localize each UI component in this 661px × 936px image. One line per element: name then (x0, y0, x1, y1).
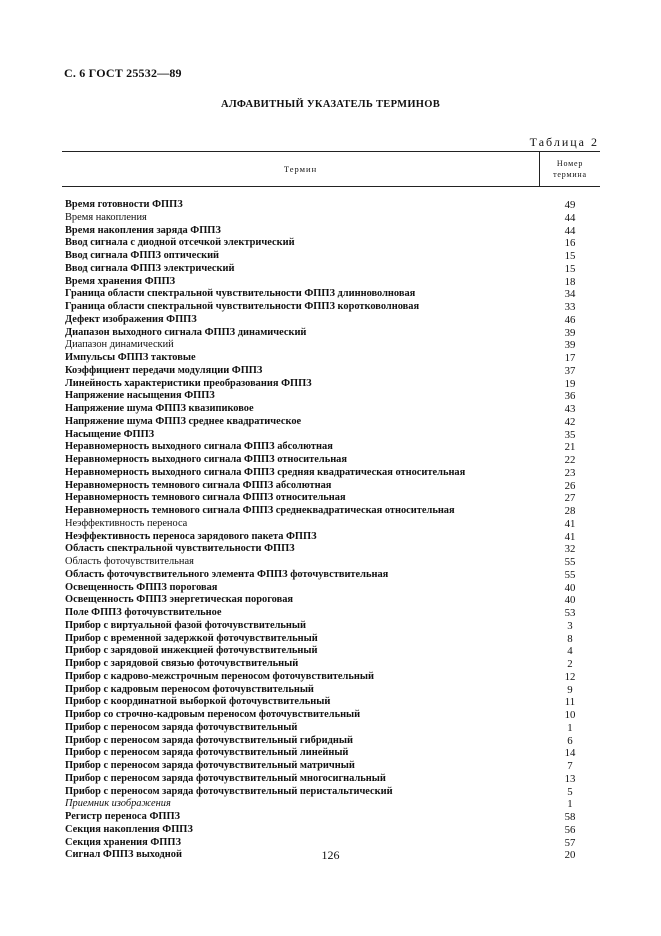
term-number: 8 (567, 632, 573, 645)
table-row (62, 416, 600, 429)
table-row (62, 645, 600, 658)
term-text: Диапазон динамический (65, 339, 174, 351)
term-number: 33 (564, 301, 576, 313)
term-text: Область фоточувствительного элемента ФППЗ фоточувствительная (65, 568, 389, 580)
term-number: 13 (564, 772, 576, 785)
term-number: 16 (564, 237, 576, 250)
term-number: 41 (564, 517, 576, 530)
term-text: Секция хранения ФППЗ (65, 836, 181, 848)
term-number: 44 (564, 224, 576, 237)
term-number: 12 (564, 670, 576, 683)
term-text: Время готовности ФППЗ (65, 199, 183, 210)
term-text: Область спектральной чувствительности ФППЗ (65, 543, 295, 555)
term-text: Граница области спектральной чувствительности ФППЗ коротковолновая (65, 301, 420, 312)
table-row (62, 378, 600, 391)
term-number: 6 (567, 734, 573, 747)
table-row (62, 671, 600, 684)
term-text: Прибор с кадровым переносом фоточувствительный (65, 683, 314, 695)
term-number: 55 (564, 568, 576, 581)
table-row (62, 543, 600, 556)
term-text: Время хранения ФППЗ (65, 275, 176, 287)
term-number: 10 (564, 709, 576, 721)
table-row (62, 225, 600, 238)
term-text: Прибор с переносом заряда фоточувствительный (65, 721, 298, 733)
table-row (62, 760, 600, 773)
table-row (62, 786, 600, 799)
term-number: 5 (567, 785, 573, 798)
term-text: Насыщение ФППЗ (65, 428, 155, 440)
term-number: 9 (567, 683, 573, 696)
term-text: Неэффективность переноса (65, 517, 188, 529)
term-number: 1 (567, 721, 573, 734)
term-number: 40 (564, 581, 576, 594)
term-text: Коэффициент передачи модуляции ФППЗ (65, 364, 263, 376)
term-text: Неравномерность темнового сигнала ФППЗ абсолютная (65, 479, 332, 491)
term-text: Прибор с переносом заряда фоточувствительный перистальтический (65, 785, 393, 797)
term-number: 32 (564, 543, 576, 556)
table-row (62, 276, 600, 289)
term-number: 42 (564, 415, 576, 428)
term-number: 4 (567, 645, 573, 658)
term-text: Неравномерность выходного сигнала ФППЗ средняя квадратическая относительная (65, 466, 466, 478)
table-row (62, 339, 600, 352)
term-number: 15 (564, 250, 576, 262)
table-row (62, 582, 600, 595)
table-row (62, 441, 600, 454)
table-row (62, 301, 600, 314)
term-text: Приемник изображения (65, 798, 171, 810)
term-text: Неэффективность переноса зарядового пакета ФППЗ (65, 530, 317, 542)
term-text: Прибор со строчно-кадровым переносом фоточувствительный (65, 709, 361, 720)
term-text: Ввод сигнала с диодной отсечкой электрический (65, 237, 295, 249)
term-number: 7 (567, 760, 573, 772)
table-header (62, 151, 600, 187)
term-text: Прибор с зарядовой связью фоточувствительный (65, 658, 299, 669)
term-text: Импульсы ФППЗ тактовые (65, 352, 196, 363)
table-row (62, 199, 600, 212)
table-row (62, 531, 600, 544)
table-row (62, 620, 600, 633)
term-number: 23 (564, 466, 576, 479)
term-text: Линейность характеристики преобразования ФППЗ (65, 377, 312, 389)
term-number: 53 (564, 607, 576, 619)
term-number: 43 (564, 403, 576, 415)
term-text: Время накопления заряда ФППЗ (65, 224, 221, 236)
term-number: 17 (564, 352, 576, 364)
table-row (62, 722, 600, 735)
table-body (62, 199, 600, 862)
index-title: АЛФАВИТНЫЙ УКАЗАТЕЛЬ ТЕРМИНОВ (220, 99, 441, 110)
term-text: Напряжение шума ФППЗ среднее квадратическое (65, 415, 302, 427)
term-number: 37 (564, 364, 576, 377)
table-row (62, 327, 600, 340)
term-number: 15 (564, 262, 576, 275)
table-row (62, 798, 600, 811)
term-number: 49 (564, 199, 576, 211)
term-number: 28 (564, 505, 576, 517)
table-row (62, 518, 600, 531)
table-row (62, 480, 600, 493)
term-number: 21 (564, 441, 576, 454)
term-number: 58 (564, 811, 576, 823)
term-number: 56 (564, 823, 576, 836)
term-text: Напряжение насыщения ФППЗ (65, 390, 215, 402)
table-label: Таблица 2 (529, 135, 599, 149)
term-text: Секция накопления ФППЗ (65, 823, 193, 835)
term-text: Поле ФППЗ фоточувствительное (65, 607, 222, 618)
table-row (62, 212, 600, 225)
table-row (62, 365, 600, 378)
term-text: Неравномерность темнового сигнала ФППЗ относительная (65, 492, 346, 504)
term-number: 3 (567, 619, 573, 632)
term-text: Прибор с переносом заряда фоточувствительный многосигнальный (65, 772, 386, 784)
term-text: Прибор с временной задержкой фоточувствительный (65, 632, 318, 644)
table-row (62, 263, 600, 276)
term-number: 34 (564, 288, 576, 301)
page-header: С. 6 ГОСТ 25532—89 (64, 66, 182, 80)
term-text: Дефект изображения ФППЗ (65, 313, 197, 325)
term-number: 35 (564, 428, 576, 441)
table-row (62, 633, 600, 646)
table-row (62, 237, 600, 250)
table-row (62, 773, 600, 786)
table-row (62, 556, 600, 569)
term-number: 39 (564, 339, 576, 352)
term-number: 39 (564, 326, 576, 339)
table-row (62, 288, 600, 301)
term-number: 57 (564, 836, 576, 849)
table-row (62, 824, 600, 837)
term-text: Напряжение шума ФППЗ квазипиковое (65, 403, 254, 414)
term-text: Неравномерность выходного сигнала ФППЗ относительная (65, 454, 348, 465)
table-row (62, 467, 600, 480)
term-text: Регистр переноса ФППЗ (65, 811, 181, 822)
page-number: 126 (321, 848, 340, 862)
term-number: 14 (564, 747, 576, 760)
term-number: 55 (564, 556, 576, 568)
table-row (62, 454, 600, 467)
table-row (62, 492, 600, 505)
term-number: 19 (564, 377, 576, 390)
term-number: 2 (567, 658, 573, 670)
term-text: Прибор с виртуальной фазой фоточувствительный (65, 619, 306, 631)
terms-table (62, 151, 600, 862)
term-text: Освещенность ФППЗ энергетическая пороговая (65, 594, 294, 606)
table-row (62, 696, 600, 709)
table-row (62, 747, 600, 760)
term-number: 36 (564, 390, 576, 403)
table-row (62, 658, 600, 671)
term-number: 18 (564, 275, 576, 288)
column-header-number (540, 152, 600, 186)
table-row (62, 811, 600, 824)
table-row (62, 505, 600, 518)
table-row (62, 569, 600, 582)
term-number: 26 (564, 479, 576, 492)
term-text: Ввод сигнала ФППЗ электрический (65, 262, 235, 274)
column-header-term: Термин (62, 152, 540, 186)
table-row (62, 250, 600, 263)
table-row (62, 352, 600, 365)
term-number: 46 (564, 313, 576, 326)
term-text: Неравномерность выходного сигнала ФППЗ абсолютная (65, 441, 333, 453)
term-number: 20 (564, 849, 576, 862)
table-row (62, 403, 600, 416)
term-text: Прибор с переносом заряда фоточувствительный гибридный (65, 734, 353, 746)
term-number: 27 (564, 492, 576, 505)
column-header-number-line2: термина (553, 170, 587, 179)
term-number: 44 (564, 211, 576, 224)
term-text: Диапазон выходного сигнала ФППЗ динамический (65, 326, 307, 338)
term-text: Время накопления (65, 211, 147, 223)
term-text: Прибор с переносом заряда фоточувствительный матричный (65, 760, 355, 771)
table-row (62, 684, 600, 697)
term-text: Прибор с переносом заряда фоточувствительный линейный (65, 747, 349, 759)
table-row (62, 314, 600, 327)
table-row (62, 390, 600, 403)
term-number: 22 (564, 454, 576, 466)
term-number: 41 (564, 530, 576, 543)
table-row (62, 429, 600, 442)
term-text: Неравномерность темнового сигнала ФППЗ среднеквадратическая относительная (65, 505, 455, 516)
term-text: Прибор с зарядовой инжекцией фоточувствительный (65, 645, 318, 657)
term-number: 1 (567, 798, 573, 811)
table-row (62, 594, 600, 607)
term-text: Ввод сигнала ФППЗ оптический (65, 250, 220, 261)
term-text: Область фоточувствительная (65, 556, 194, 567)
term-text: Граница области спектральной чувствительности ФППЗ длинноволновая (65, 288, 416, 300)
term-text: Прибор с координатной выборкой фоточувствительный (65, 696, 331, 708)
term-text: Освещенность ФППЗ пороговая (65, 581, 218, 593)
table-row (62, 735, 600, 748)
column-header-number-line1: Номер (556, 159, 584, 168)
term-number: 40 (564, 594, 576, 607)
table-row (62, 709, 600, 722)
term-text: Прибор с кадрово-межстрочным переносом фоточувствительный (65, 670, 374, 682)
table-row (62, 607, 600, 620)
term-text: Сигнал ФППЗ выходной (65, 849, 182, 861)
term-number: 11 (564, 696, 576, 709)
